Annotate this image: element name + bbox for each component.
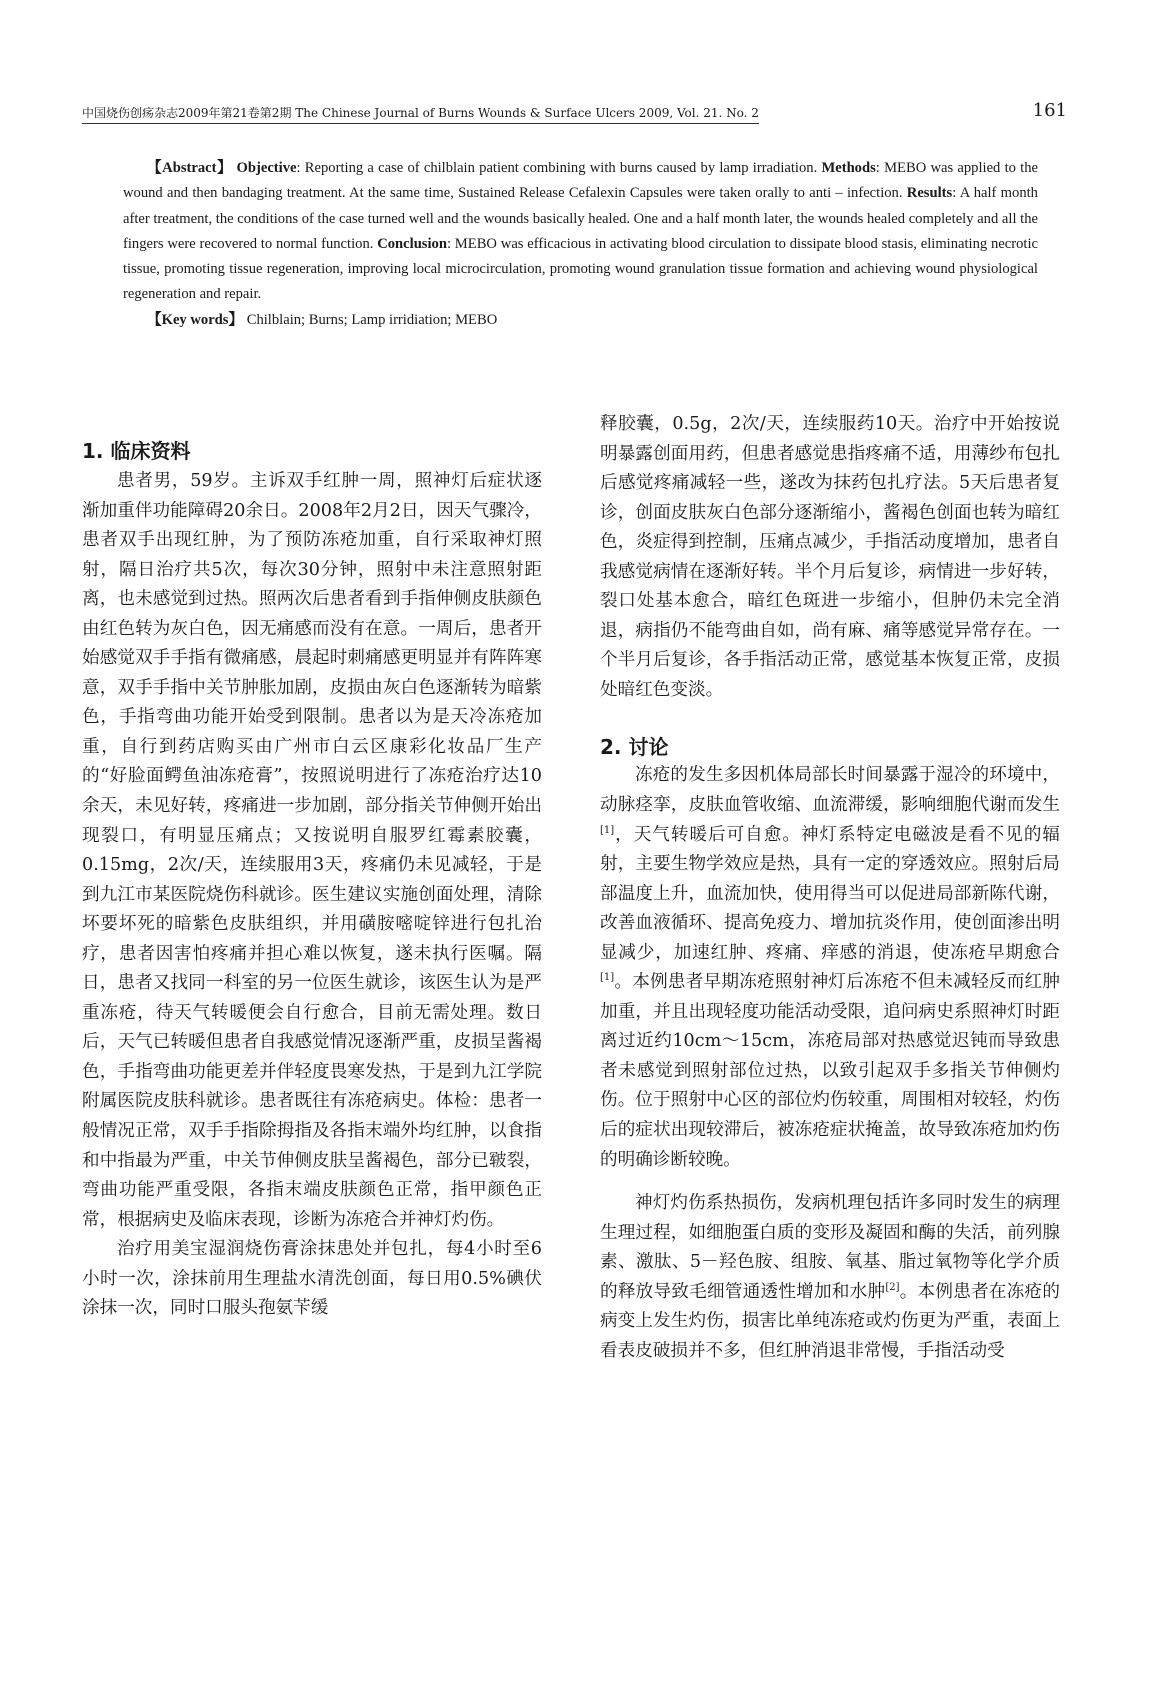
methods-label: Methods [821,160,876,176]
abstract-paragraph [123,156,1038,308]
english-abstract [123,156,1038,333]
discussion-text: 。本例患者在冻疮的病变上发生灼伤，损害比单纯冻疮或灼伤更为严重，表面上看表皮破损并不多，但红肿消退非常慢，手指活动受 [600,1281,1060,1361]
discussion-text: 冻疮的发生多因机体局部长时间暴露于湿冷的环境中，动脉痉挛，皮肤血管收缩、血流滞缓，影响细胞代谢而发生 [600,765,1060,816]
section-2-heading: 2. 讨论 [600,735,669,760]
reference-marker: [2] [885,1281,900,1293]
left-column [82,437,542,1324]
treatment-paragraph: 治疗用美宝湿润烧伤膏涂抹患处并包扎，每4小时至6小时一次，涂抹前用生理盐水清洗创面，每日用0.5%碘伏涂抹一次，同时口服头孢氨苄缓 [82,1239,542,1319]
running-head [82,100,1067,126]
methods-text: : MEBO was applied to the wound and then bandaging treatment. At the same time, Sustained Release Cefalexin Capsules were taken orally to anti – infection. [123,160,1039,202]
keywords-label: 【Key words】 [147,311,244,328]
discussion-text: 神灯灼伤系热损伤，发病机理包括许多同时发生的病理生理过程，如细胞蛋白质的变形及凝固和酶的失活，前列腺素、激肽、5－羟色胺、组胺、氧基、脂过氧物等化学介质的释放导致毛细管通透性增加和水肿 [600,1193,1060,1302]
treatment-paragraph-continued: 释胶囊，0.5g，2次/天，连续服药10天。治疗中开始按说明暴露创面用药，但患者感觉患指疼痛不适，用薄纱布包扎后感觉疼痛减轻一些，遂改为抹药包扎疗法。5天后患者复诊，创面皮肤灰白色部分逐渐缩小，酱褐色创面也转为暗红色，炎症得到控制，压痛点减少，手指活动度增加，患者自我感觉病情在逐渐好转。半个月后复诊，病情进一步好转，裂口处基本愈合，暗红色斑进一步缩小，但肿仍未完全消退，病指仍不能弯曲自如，尚有麻、痛等感觉异常存在。一个半月后复诊，各手指活动正常，感觉基本恢复正常，皮损处暗红色变淡。 [600,414,1060,700]
journal-citation-line: 中国烧伤创疡杂志2009年第21卷第2期 The Chinese Journal of Burns Wounds & Surface Ulcers 2009, Vol. 21. No. 2 [82,104,759,124]
case-paragraph: 患者男，59岁。主诉双手红肿一周，照神灯后症状逐渐加重伴功能障碍20余日。2008年2月2日，因天气骤冷，患者双手出现红肿，为了预防冻疮加重，自行采取神灯照射，隔日治疗共5次，每次30分钟，照射中未注意照射距离，也未感觉到过热。照两次后患者看到手指伸侧皮肤颜色由红色转为灰白色，因无痛感而没有在意。一周后，患者开始感觉双手手指有微痛感，晨起时刺痛感更明显并有阵阵寒意，双手手指中关节肿胀加剧，皮损由灰白色逐渐转为暗紫色，手指弯曲功能开始受到限制。患者以为是天冷冻疮加重，自行到药店购买由广州市白云区康彩化妆品厂生产的“好脸面鳄鱼油冻疮膏”，按照说明进行了冻疮治疗达10余天，未见好转，疼痛进一步加剧，部分指关节伸侧开始出现裂口，有明显压痛点；又按说明自服罗红霉素胶囊，0.15mg，2次/天，连续服用3天，疼痛仍未见减轻，于是到九江市某医院烧伤科就诊。医生建议实施创面处理，清除坏要坏死的暗紫色皮肤组织，并用磺胺嘧啶锌进行包扎治疗，患者因害怕疼痛并担心难以恢复，遂未执行医嘱。隔日，患者又找同一科室的另一位医生就诊，该医生认为是严重冻疮，待天气转暖便会自行愈合，目前无需处理。数日后，天气已转暖但患者自我感觉情况逐渐严重，皮损呈酱褐色，手指弯曲功能更差并伴轻度畏寒发热，于是到九江学院附属医院皮肤科就诊。患者既往有冻疮病史。体检：患者一般情况正常，双手手指除拇指及各指末端外均红肿，以食指和中指最为严重，中关节伸侧皮肤呈酱褐色，部分已皲裂，弯曲功能严重受限，各指末端皮肤颜色正常，指甲颜色正常，根据病史及临床表现，诊断为冻疮合并神灯灼伤。 [82,471,542,1230]
discussion-text: ，天气转暖后可自愈。神灯系特定电磁波是看不见的辐射，主要生物学效应是热，具有一定的穿透效应。照射后局部温度上升，血流加快，使用得当可以促进局部新陈代谢，改善血液循环、提高免疫力、增加抗炎作用，使创面渗出明显减少，加速红肿、疼痛、痒感的消退，使冻疮早期愈合 [600,824,1060,963]
objective-label: Objective [236,160,297,176]
section-1-heading: 1. 临床资料 [82,439,191,463]
discussion-paragraph-1 [600,761,1060,1175]
conclusion-text: : MEBO was efficacious in activating blood circulation to dissipate blood stasis, eliminating necrotic tissue, promoting tissue regeneration, improving local microcirculation, promoting wound granulation tissue formation and achieving wound physiological regeneration and repair. [123,235,1039,303]
page-number: 161 [1032,100,1067,121]
conclusion-label: Conclusion [377,235,447,252]
results-text: : A half month after treatment, the conditions of the case turned well and the wounds basically healed. One and a half month later, the wounds healed completely and all the fingers were recovered to normal function. [123,185,1038,252]
right-column [600,410,1060,1366]
abstract-label: 【Abstract】 [147,160,233,176]
discussion-paragraph-2 [600,1189,1060,1366]
keywords-line [123,308,1038,333]
keywords-text: Chilblain; Burns; Lamp irridiation; MEBO [243,311,498,328]
reference-marker: [1] [600,972,615,984]
results-label: Results [906,185,953,202]
objective-text: : Reporting a case of chilblain patient combining with burns caused by lamp irradiation. [296,160,822,176]
reference-marker: [1] [600,824,615,836]
discussion-text: 。本例患者早期冻疮照射神灯后冻疮不但未减轻反而红肿加重，并且出现轻度功能活动受限，追问病史系照神灯时距离过近约10cm～15cm，冻疮局部对热感觉迟钝而导致患者未感觉到照射部位过热，以致引起双手多指关节伸侧灼伤。位于照射中心区的部位灼伤较重，周围相对较轻，灼伤后的症状出现较滞后，被冻疮症状掩盖，故导致冻疮加灼伤的明确诊断较晚。 [600,972,1060,1170]
